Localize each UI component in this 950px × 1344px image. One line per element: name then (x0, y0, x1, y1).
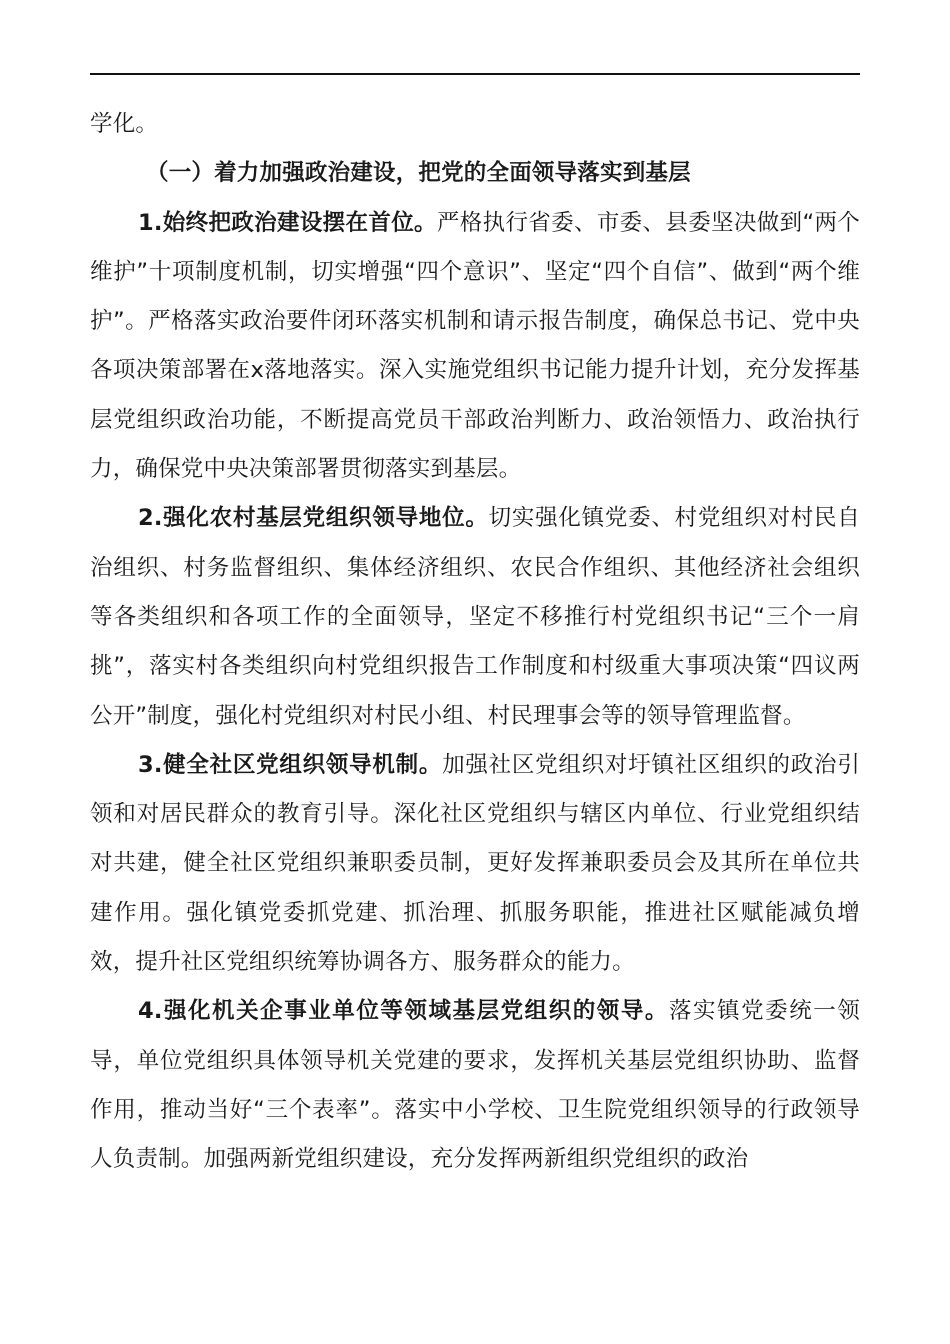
paragraph-community-party-organization (90, 741, 860, 987)
continued-paragraph (90, 100, 860, 149)
section-heading-text: （一）着力加强政治建设，把党的全面领导落实到基层 (146, 160, 691, 187)
paragraph-rural-party-organization (90, 494, 860, 740)
paragraph-text: 严格执行省委、市委、县委坚决做到“两个维护”十项制度机制，切实增强“四个意识”、坚定“四个自信”、做到“两个维护”。严格落实政治要件闭环落实机制和请示报告制度，确保总书记、党中央各项决策部署在x落地落实。深入实施党组织书记能力提升计划，充分发挥基层党组织政治功能，不断提高党员干部政治判断力、政治领悟力、政治执行力，确保党中央决策部署贯彻落实到基层。 (90, 209, 860, 483)
paragraph-text: 切实强化镇党委、村党组织对村民自治组织、村务监督组织、集体经济组织、农民合作组织、其他经济社会组织等各类组织和各项工作的全面领导，坚定不移推行村党组织书记“三个一肩挑”，落实村各类组织向村党组织报告工作制度和村级重大事项决策“四议两公开”制度，强化村党组织对村民小组、村民理事会等的领导管理监督。 (90, 505, 861, 729)
header-rule (90, 73, 860, 75)
section-heading (90, 149, 860, 198)
document-body (90, 100, 860, 1185)
paragraph-lead: 3.健全社区党组织领导机制。 (138, 751, 443, 778)
paragraph-text: 加强社区党组织对圩镇社区组织的政治引领和对居民群众的教育引导。深化社区党组织与辖区内单位、行业党组织结对共建，健全社区党组织兼职委员制，更好发挥兼职委员会及其所在单位共建作用。强化镇党委抓党建、抓治理、抓服务职能，推进社区赋能减负增效，提升社区党组织统筹协调各方、服务群众的能力。 (90, 751, 860, 976)
paragraph-lead: 1.始终把政治建设摆在首位。 (138, 209, 437, 236)
paragraph-political-building (90, 199, 860, 495)
paragraph-institution-party-organization (90, 987, 860, 1184)
paragraph-text: 学化。 (90, 111, 159, 137)
paragraph-text: 落实镇党委统一领导，单位党组织具体领导机关党建的要求，发挥机关基层党组织协助、监督作用，推动当好“三个表率”。落实中小学校、卫生院党组织领导的行政领导人负责制。加强两新党组织建设，充分发挥两新组织党组织的政治 (90, 998, 860, 1173)
paragraph-lead: 2.强化农村基层党组织领导地位。 (138, 505, 489, 532)
paragraph-lead: 4.强化机关企事业单位等领域基层党组织的领导。 (138, 998, 669, 1025)
